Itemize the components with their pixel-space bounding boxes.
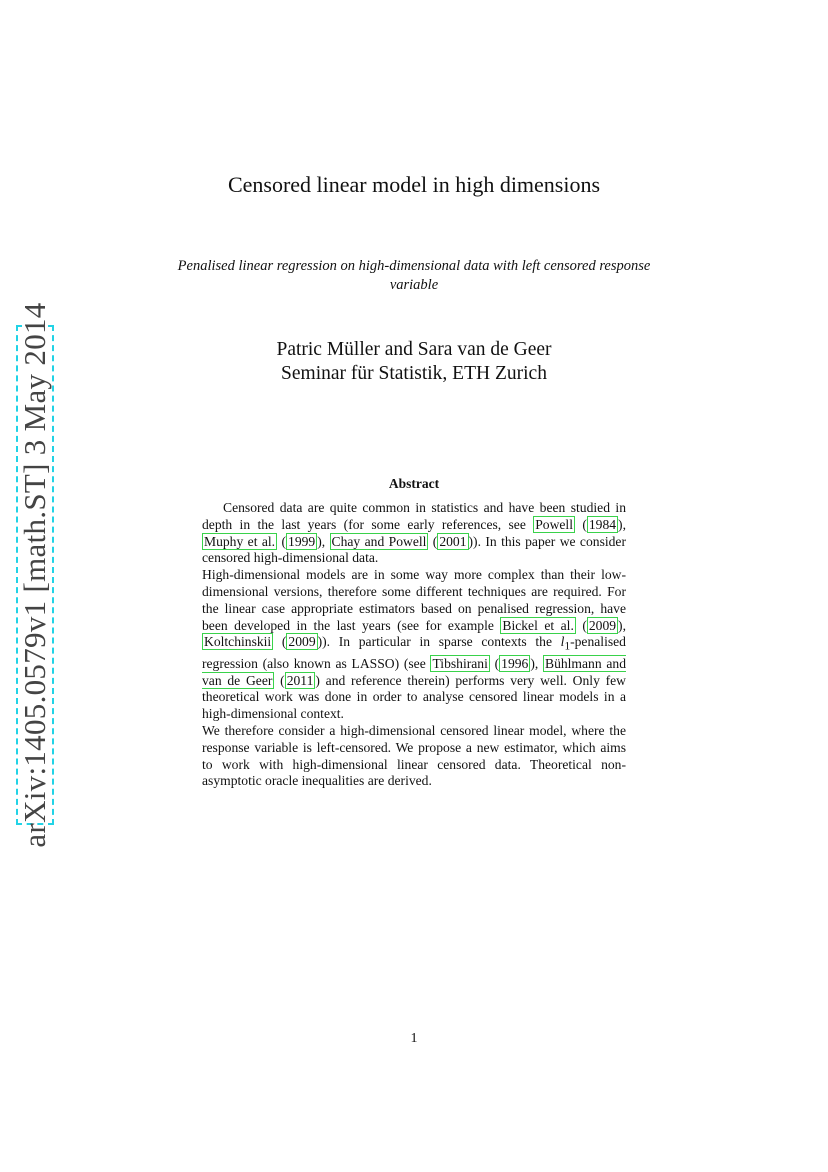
citation-link[interactable]: Bühlmann and van de Geer [202, 655, 626, 688]
abstract-text: ), [618, 617, 626, 633]
citation-link[interactable]: Chay and Powell [331, 533, 427, 549]
abstract-text: ( [574, 516, 587, 532]
citation-link[interactable]: Muphy et al. [204, 533, 276, 549]
math-symbol-l: l [560, 634, 565, 650]
arxiv-identifier-stamp [16, 302, 54, 848]
abstract-text: ( [575, 617, 587, 633]
abstract-text: ), [317, 533, 330, 549]
citation-link[interactable]: Koltchinskii [204, 634, 272, 650]
page-number: 1 [410, 1031, 418, 1046]
author-block [0, 338, 828, 386]
citation-year-link[interactable]: 1996 [501, 655, 529, 671]
math-subscript: 1 [564, 641, 571, 654]
abstract-paragraph-2 [202, 567, 626, 723]
paper-title: Censored linear model in high dimensions [227, 172, 601, 197]
abstract-text: )). In this paper we consider censored high-dimensional data. [202, 533, 626, 566]
paper-subtitle: Penalised linear regression on high-dimensional data with left censored response variable [177, 258, 651, 293]
citation-year-link[interactable]: 2011 [286, 672, 314, 688]
abstract-heading: Abstract [388, 476, 440, 491]
abstract-text: ( [273, 634, 287, 650]
citation-year-link[interactable]: 1999 [288, 533, 316, 549]
citation-link[interactable]: Powell [535, 516, 573, 532]
abstract-text: ), [530, 655, 543, 671]
abstract-paragraph-3: We therefore consider a high-dimensional censored linear model, where the response variable is left-censored. We propose a new estimator, which aims to work with high-dimensional linear censored data. Theoretical non-asymptotic oracle inequalities are derived. [202, 723, 626, 789]
citation-year-link[interactable]: 2009 [588, 617, 617, 633]
author-affiliation: Seminar für Statistik, ETH Zurich [281, 363, 547, 384]
abstract-text: ( [277, 533, 287, 549]
abstract-text: ( [428, 533, 438, 549]
abstract-text: ), [618, 516, 626, 532]
citation-year-link[interactable]: 1984 [588, 516, 617, 532]
abstract-text: -penalised regression (also known as LASSO) (see [202, 634, 626, 671]
citation-year-link[interactable]: 2009 [288, 634, 316, 650]
citation-link[interactable]: Bickel et al. [502, 617, 574, 633]
abstract-text: High-dimensional models are in some way more complex than their low-dimensional versions, therefore some different techniques are required. For the linear case appropriate estimators based on penalised regression, have been developed in the last years (see for example [202, 567, 626, 633]
abstract-text: Censored data are quite common in statistics and have been studied in depth in the last years (for some early references, see [202, 500, 626, 532]
abstract-text: ( [489, 655, 500, 671]
abstract-paragraph-1 [202, 500, 626, 567]
arxiv-identifier-text: arXiv:1405.0579v1 [math.ST] 3 May 2014 [17, 302, 52, 848]
abstract-text: ) and reference therein) performs very well. Only few theoretical work was done in order to analyse censored linear models in a high-dimensional context. [202, 672, 626, 722]
citation-year-link[interactable]: 2001 [439, 533, 467, 549]
author-names: Patric Müller and Sara van de Geer [276, 339, 552, 360]
abstract-text: ( [274, 672, 285, 688]
abstract-text: )). In particular in sparse contexts the [317, 634, 561, 650]
citation-link[interactable]: Tibshirani [432, 655, 488, 671]
abstract-body [202, 500, 626, 790]
